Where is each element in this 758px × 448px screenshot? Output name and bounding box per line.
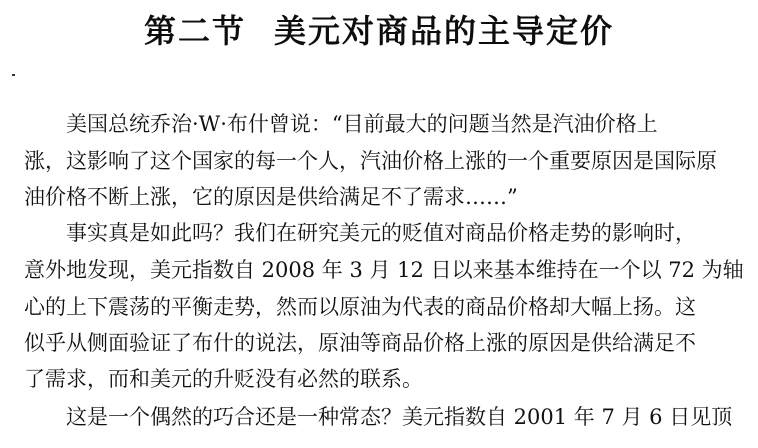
paragraph-2-line-4: 似乎从侧面验证了布什的说法，原油等商品价格上涨的原因是供给满足不: [24, 331, 696, 355]
paragraph-2-line-3: 心的上下震荡的平衡走势，然而以原油为代表的商品价格却大幅上扬。这: [24, 295, 696, 319]
section-title: 美元对商品的主导定价: [274, 12, 615, 50]
paragraph-3-line-1: 这是一个偶然的巧合还是一种常态？美元指数自 2001 年 7 月 6 日见顶: [66, 405, 733, 429]
paragraph-2-line-5: 了需求，而和美元的升贬没有必然的联系。: [24, 367, 423, 391]
paragraph-1-line-1: 美国总统乔治·W·布什曾说：“目前最大的问题当然是汽油价格上: [66, 112, 658, 136]
paragraph-1-line-3: 油价格不断上涨，它的原因是供给满足不了需求……”: [24, 185, 518, 209]
paragraph-2-line-2: 意外地发现，美元指数自 2008 年 3 月 12 日以来基本维持在一个以 72 为轴: [24, 258, 744, 282]
scan-speck: [12, 74, 15, 76]
paragraph-2-line-1: 事实真是如此吗？我们在研究美元的贬值对商品价格走势的影响时，: [66, 221, 696, 245]
section-heading: [0, 6, 758, 52]
paragraph-1-line-2: 涨，这影响了这个国家的每一个人，汽油价格上涨的一个重要原因是国际原: [24, 149, 717, 173]
section-number: 第二节: [143, 12, 246, 50]
